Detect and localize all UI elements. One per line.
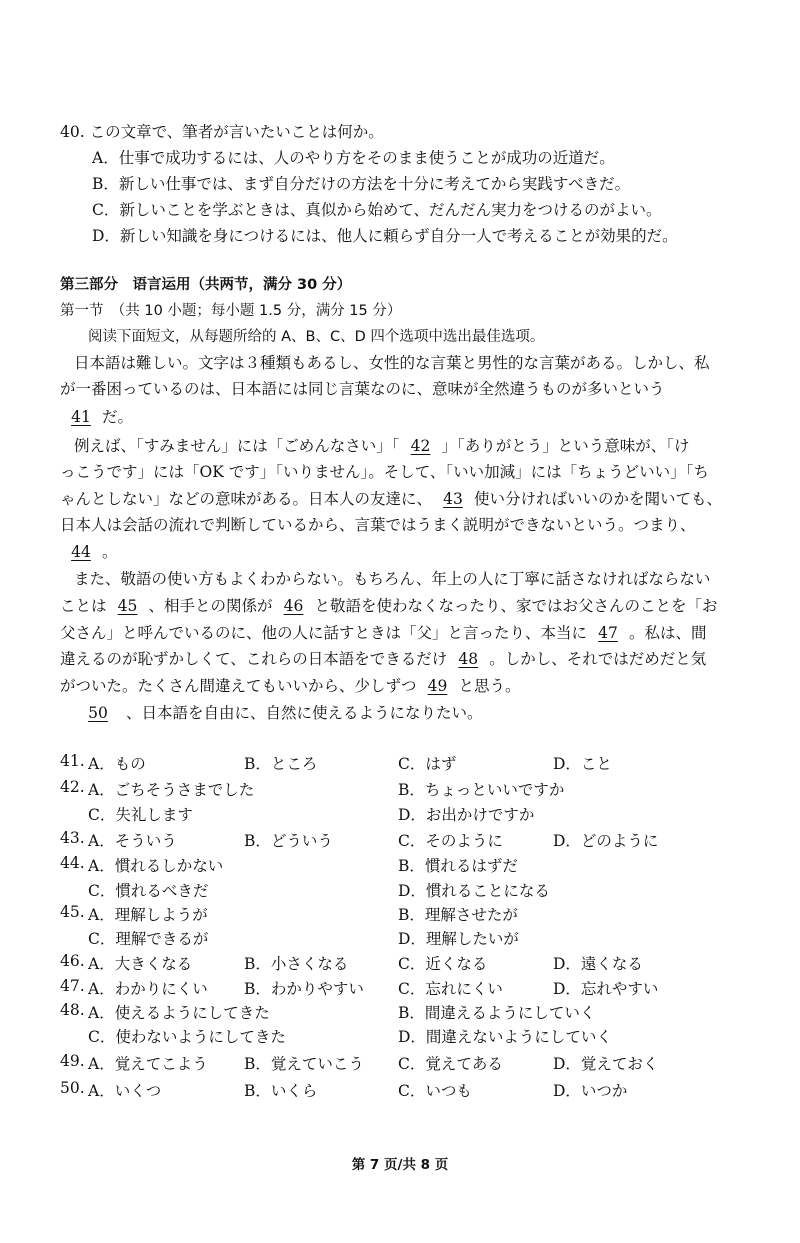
question-40-option-b: B．新しい仕事では、まず自分だけの方法を十分に考えてから実践すべきだ。 xyxy=(92,175,631,193)
question-40-option-a: A．仕事で成功するには、人のやり方をそのまま使うことが成功の近道だ。 xyxy=(92,149,615,167)
question-46-row xyxy=(0,952,800,974)
option-c: C．使わないようにしてきた xyxy=(88,1028,286,1046)
passage-line: 父さん」と呼んでいるのに、他の人に話すときは「父」と言ったり、本当に 47 。私は、間 xyxy=(60,624,707,642)
question-45-row xyxy=(0,903,800,925)
option-b: B．ちょっといいですか xyxy=(398,781,565,799)
question-44-row-2 xyxy=(0,879,800,901)
question-number: 41. xyxy=(60,752,85,770)
question-45-row-2 xyxy=(0,927,800,949)
option-b: B．慣れるはずだ xyxy=(398,857,518,875)
question-43-row xyxy=(0,829,800,851)
option-c: C．忘れにくい xyxy=(398,980,503,998)
question-number: 44. xyxy=(60,854,85,872)
option-d: D．理解したいが xyxy=(398,930,519,948)
blank-47: 47 xyxy=(598,624,618,642)
passage-line: また、敬語の使い方もよくわからない。もちろん、年上の人に丁寧に話さなければならない xyxy=(74,570,711,588)
blank-43: 43 xyxy=(443,490,463,508)
option-a: A．慣れるしかない xyxy=(88,857,224,875)
passage-line: ゃんとしない」などの意味がある。日本人の友達に、 43 使い分ければいいのかを聞いても、 xyxy=(60,490,723,508)
question-48-row-2 xyxy=(0,1025,800,1047)
option-d: D．忘れやすい xyxy=(553,980,659,998)
question-48-row xyxy=(0,1001,800,1023)
question-40-option-c: C．新しいことを学ぶときは、真似から始めて、だんだん実力をつけるのがよい。 xyxy=(92,201,662,219)
option-c: C．そのように xyxy=(398,832,503,850)
passage-line: 違えるのが恥ずかしくて、これらの日本語をできるだけ 48 。しかし、それではだめだと気 xyxy=(60,650,707,668)
blank-41: 41 xyxy=(71,408,91,426)
page-number: 第 7 页/共 8 页 xyxy=(351,1157,449,1173)
option-a: A．ごちそうさまでした xyxy=(88,781,255,799)
question-42-row xyxy=(0,778,800,800)
blank-48: 48 xyxy=(458,650,479,668)
passage-line: 日本語は難しい。文字は３種類もあるし、女性的な言葉と男性的な言葉がある。しかし、私 xyxy=(74,354,710,372)
option-b: B．わかりやすい xyxy=(244,980,364,998)
blank-42: 42 xyxy=(410,437,431,455)
option-b: B．覚えていこう xyxy=(244,1055,364,1073)
passage-line: 50 、日本語を自由に、自然に使えるようになりたい。 xyxy=(70,701,483,723)
question-number: 50. xyxy=(60,1079,85,1097)
option-d: D．覚えておく xyxy=(553,1055,659,1073)
option-b: B．いくら xyxy=(244,1082,318,1100)
passage-line: 44 。 xyxy=(60,540,118,562)
question-44-row xyxy=(0,854,800,876)
option-d: D．間違えないようにしていく xyxy=(398,1028,612,1046)
option-d: D．どのように xyxy=(553,832,659,850)
option-a: A．わかりにくい xyxy=(88,980,208,998)
passage-line: っこうです」には「OK です」「いりません」。そして、「いい加減」には「ちょうどいい」「ち xyxy=(60,463,709,481)
question-40-option-d: D．新しい知識を身につけるには、他人に頼らず自分一人で考えることが効果的だ。 xyxy=(92,227,678,245)
blank-44: 44 xyxy=(71,543,91,561)
question-41-row xyxy=(0,752,800,774)
passage-line: 日本人は会話の流れで判断しているから、言葉ではうまく説明ができないという。つまり、 xyxy=(60,516,696,534)
option-d: D．いつか xyxy=(553,1082,628,1100)
passage-line: が一番困っているのは、日本語には同じ言葉なのに、意味が全然違うものが多いという xyxy=(60,380,665,398)
passage-line: がついた。たくさん間違えてもいいから、少しずつ 49 と思う。 xyxy=(60,677,521,695)
option-b: B．間違えるようにしていく xyxy=(398,1004,596,1022)
blank-46: 46 xyxy=(283,597,304,615)
question-number: 48. xyxy=(60,1001,85,1019)
option-d: D．遠くなる xyxy=(553,955,643,973)
question-40-stem: 40. この文章で、筆者が言いたいことは何か。 xyxy=(60,123,384,141)
option-a: A．覚えてこよう xyxy=(88,1055,208,1073)
subsection-title: 第一节 （共 10 小题；每小题 1.5 分，满分 15 分） xyxy=(60,303,402,319)
passage-line: 41 だ。 xyxy=(60,405,133,427)
option-c: C．いつも xyxy=(398,1082,472,1100)
question-42-row-2 xyxy=(0,803,800,825)
question-number: 45. xyxy=(60,903,85,921)
option-a: A．もの xyxy=(88,755,146,773)
option-c: C．覚えてある xyxy=(398,1055,503,1073)
option-b: B．どういう xyxy=(244,832,333,850)
option-c: C．理解できるが xyxy=(88,930,209,948)
passage-line: ことは 45 、相手との関係が 46 と敬語を使わなくなったり、家ではお父さんのことを「お xyxy=(60,597,718,615)
blank-49: 49 xyxy=(427,677,448,695)
option-c: C．はず xyxy=(398,755,457,773)
question-number: 47. xyxy=(60,977,85,995)
option-c: C．近くなる xyxy=(398,955,488,973)
option-a: A．理解しようが xyxy=(88,906,208,924)
option-b: B．小さくなる xyxy=(244,955,349,973)
blank-45: 45 xyxy=(117,597,138,615)
option-b: B．ところ xyxy=(244,755,318,773)
option-a: A．そういう xyxy=(88,832,177,850)
option-d: D．お出かけですか xyxy=(398,806,535,824)
question-50-row xyxy=(0,1079,800,1101)
question-number: 46. xyxy=(60,952,85,970)
blank-50: 50 xyxy=(88,704,108,722)
option-a: A．いくつ xyxy=(88,1082,162,1100)
question-47-row xyxy=(0,977,800,999)
question-49-row xyxy=(0,1052,800,1074)
question-number: 49. xyxy=(60,1052,85,1070)
question-number: 42. xyxy=(60,778,85,796)
option-d: D．こと xyxy=(553,755,612,773)
option-a: A．大きくなる xyxy=(88,955,193,973)
question-number: 43. xyxy=(60,829,85,847)
passage-line: 例えば、「すみません」には「ごめんなさい」「 42 」「ありがとう」という意味が、「け xyxy=(74,437,690,455)
option-c: C．失礼します xyxy=(88,806,193,824)
option-a: A．使えるようにしてきた xyxy=(88,1004,270,1022)
part-title: 第三部分 语言运用（共两节，满分 30 分） xyxy=(60,277,352,293)
option-b: B．理解させたが xyxy=(398,906,518,924)
option-d: D．慣れることになる xyxy=(398,882,550,900)
instructions: 阅读下面短文，从每题所给的 A、B、C、D 四个选项中选出最佳选项。 xyxy=(88,329,545,345)
option-c: C．慣れるべきだ xyxy=(88,882,209,900)
